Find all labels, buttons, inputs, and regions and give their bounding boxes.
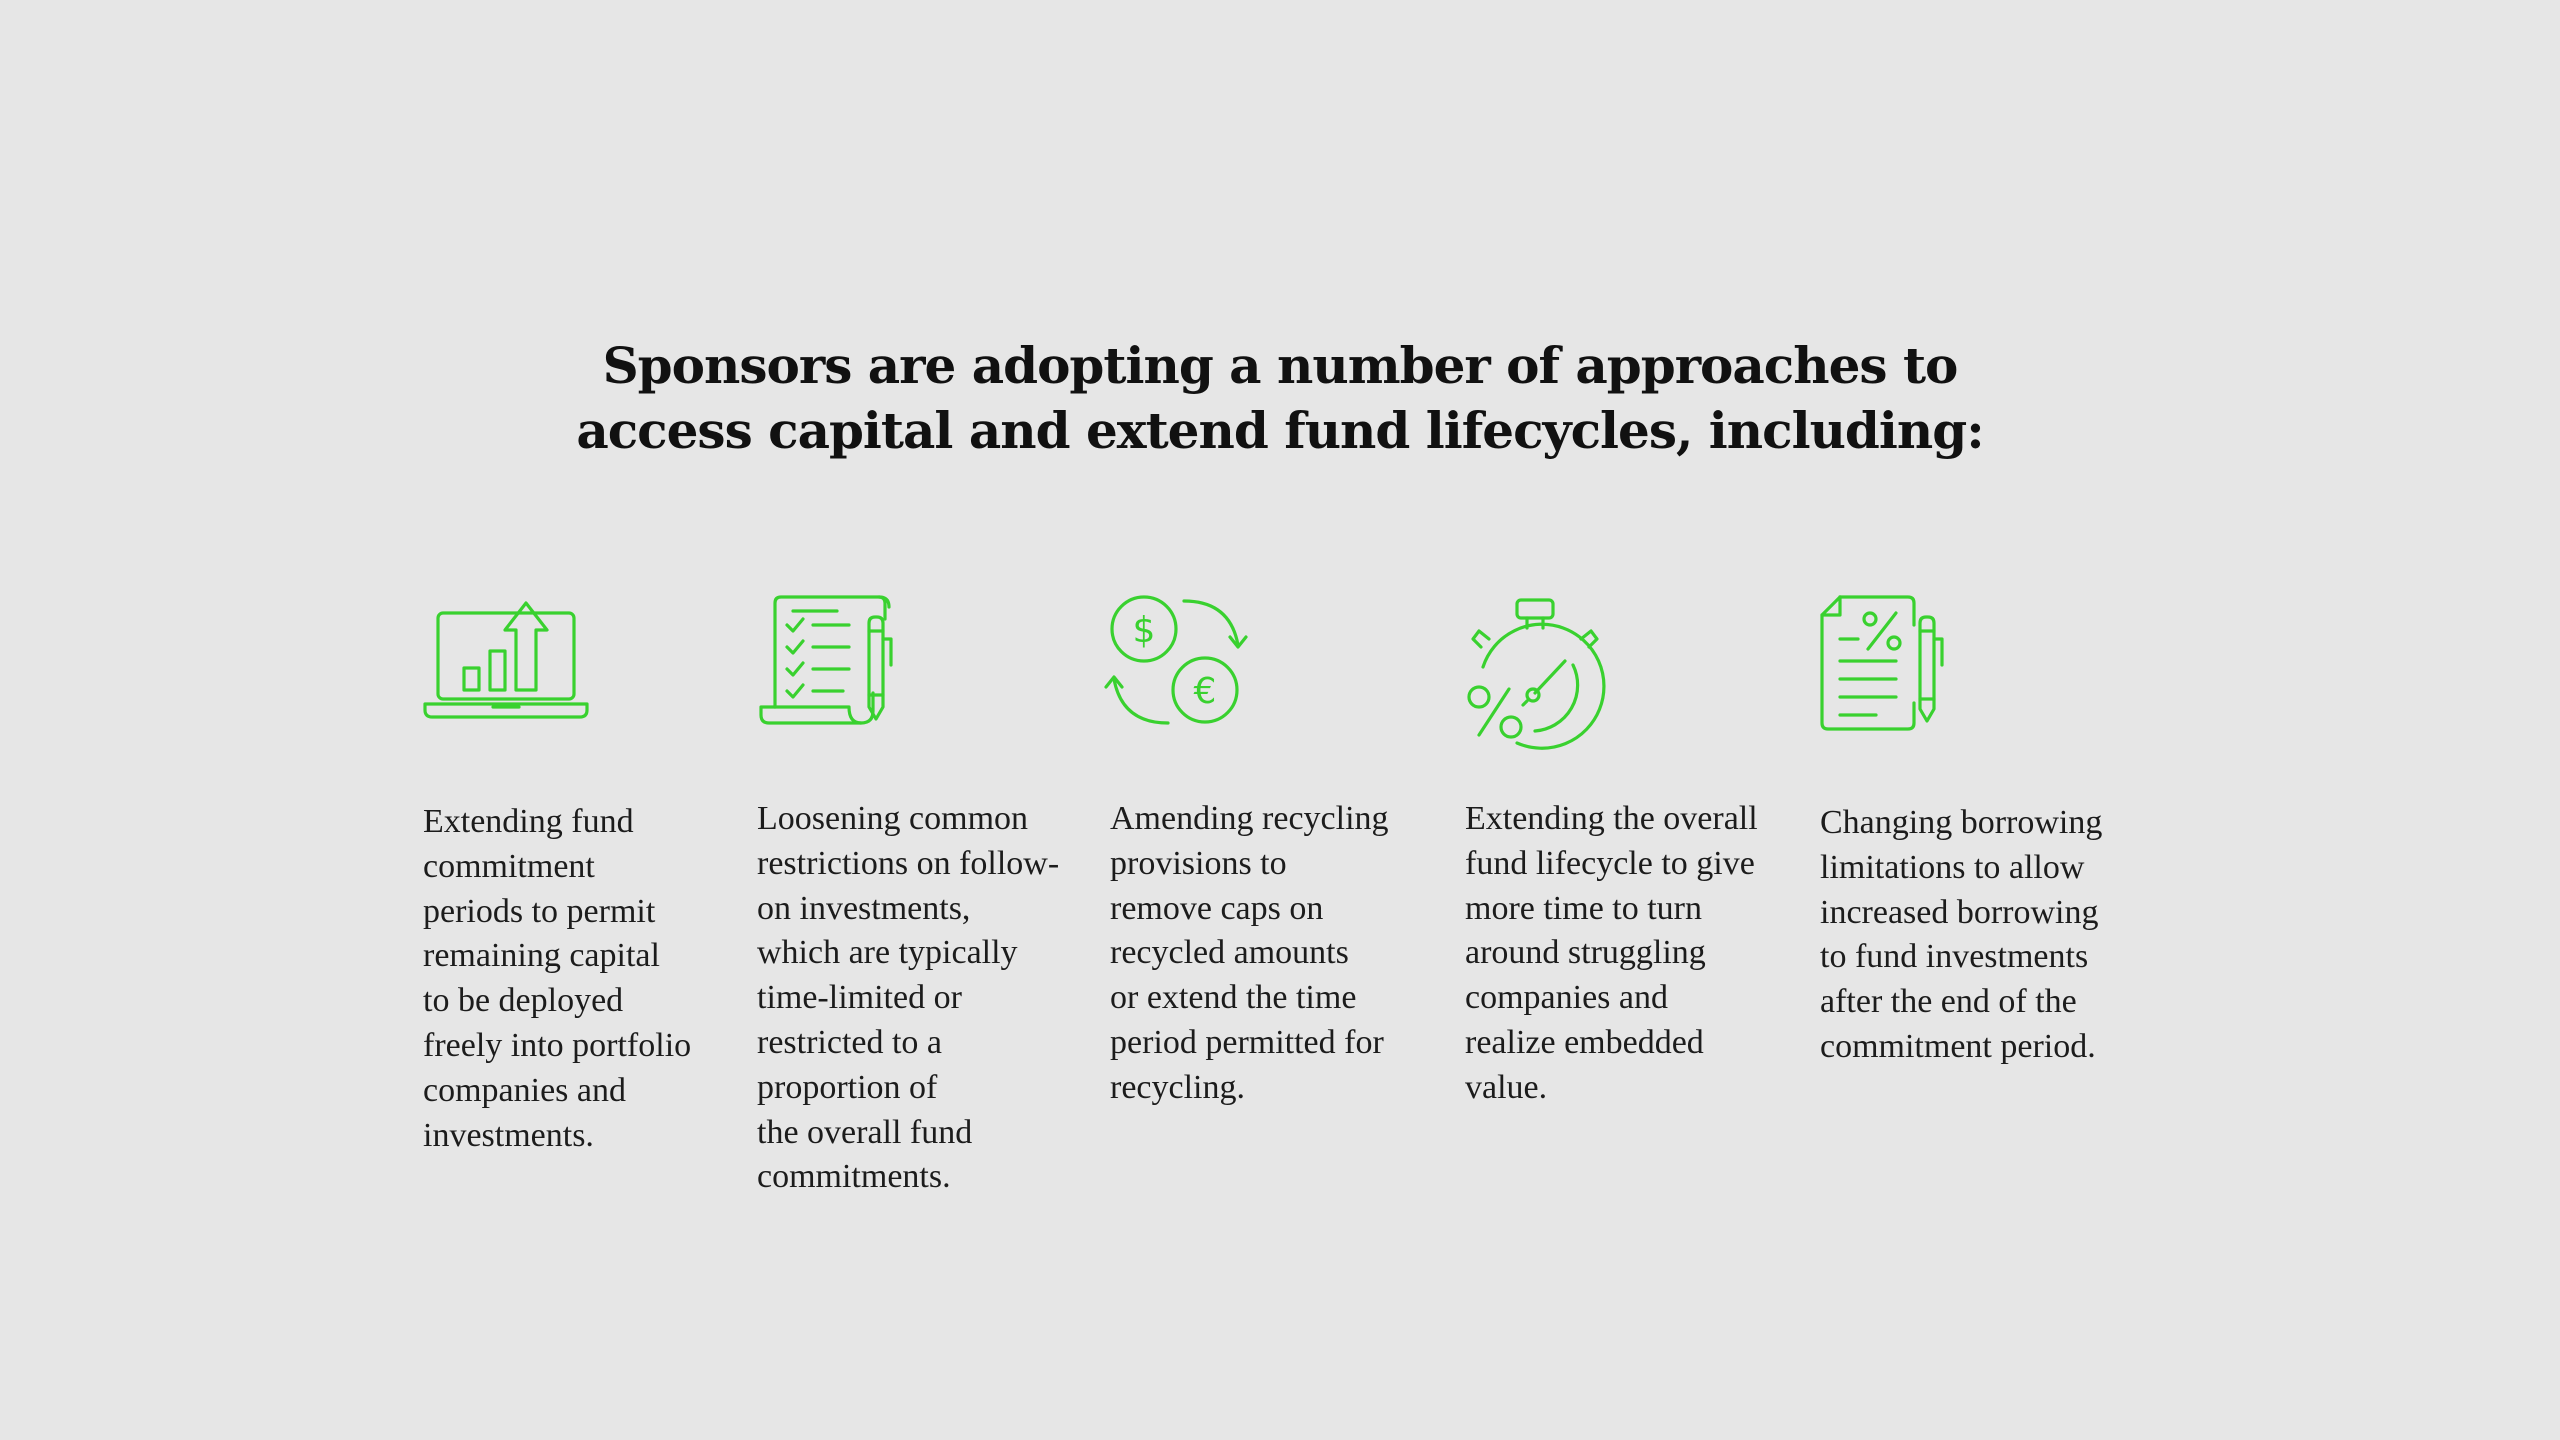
description-line: commitment [423,847,595,885]
item-description [1110,797,1389,1111]
description-line: limitations to allow [1820,848,2085,886]
description-line: freely into portfolio [423,1026,692,1064]
description-line: commitment period. [1820,1027,2096,1065]
description-line: Amending recycling [1110,800,1389,837]
description-line: Extending the overall [1465,800,1758,837]
description-line: to be deployed [423,982,624,1020]
description-line: provisions to [1110,844,1287,882]
description-line: proportion of [757,1068,938,1106]
description-line: fund lifecycle to give [1465,844,1755,882]
svg-text:$: $ [1132,610,1156,651]
description-line: time-limited or [757,979,962,1017]
headline-line-2: access capital and extend fund lifecycles, including: [576,401,1984,460]
description-line: more time to turn [1465,889,1703,927]
description-line: or extend the time [1110,979,1357,1017]
description-line: Loosening common [757,800,1029,837]
description-line: restrictions on follow- [757,844,1060,882]
item-description [423,800,691,1158]
description-line: restricted to a [757,1023,943,1061]
description-line: periods to permit [423,892,656,930]
percent-document-pen-icon [1820,595,1960,735]
description-line: realize embedded [1465,1023,1704,1061]
item-description [1820,801,2102,1070]
description-line: Extending fund [423,803,634,840]
page-headline [280,333,2280,463]
item-description [757,797,1059,1200]
laptop-growth-chart-icon [423,595,593,720]
description-line: remaining capital [423,937,660,975]
description-line: which are typically [757,934,1018,972]
description-line: recycling. [1110,1068,1245,1106]
checklist-document-pen-icon [757,595,907,730]
description-line: on investments, [757,889,971,927]
description-line: after the end of the [1820,983,2077,1021]
description-line: value. [1465,1068,1548,1106]
description-line: remove caps on [1110,889,1324,927]
description-line: recycled amounts [1110,934,1349,972]
stopwatch-percent-icon [1465,595,1605,750]
description-line: companies and [423,1071,626,1109]
description-line: investments. [423,1116,594,1154]
description-line: commitments. [757,1158,951,1196]
currency-exchange-icon [1110,595,1250,730]
item-description [1465,797,1758,1111]
description-line: the overall fund [757,1113,973,1151]
description-line: period permitted for [1110,1023,1384,1061]
description-line: around struggling [1465,934,1706,972]
svg-text:€: € [1193,671,1217,712]
description-line: Changing borrowing [1820,804,2103,841]
description-line: to fund investments [1820,938,2089,976]
description-line: companies and [1465,979,1668,1017]
headline-line-1: Sponsors are adopting a number of approaches to [602,336,1958,395]
description-line: increased borrowing [1820,893,2099,931]
